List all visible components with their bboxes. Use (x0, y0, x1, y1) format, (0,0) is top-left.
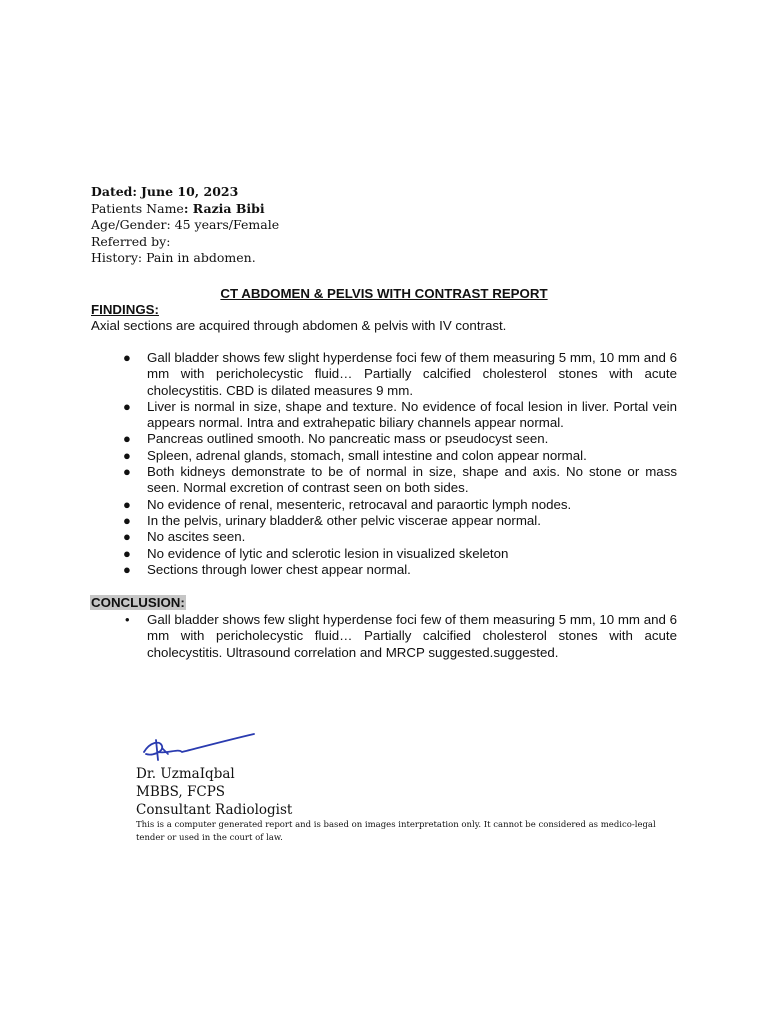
bullet-icon: ● (123, 545, 131, 561)
designation: Consultant Radiologist (136, 802, 293, 818)
bullet-icon: ● (123, 496, 131, 512)
dated-line (91, 184, 491, 201)
finding-text: Liver is normal in size, shape and texture. No evidence of focal lesion in liver. Portal vein appears normal. Intra and extrahepatic biliary channels appear normal. (147, 398, 677, 431)
bullet-icon: • (125, 612, 130, 627)
finding-item (91, 546, 677, 562)
findings-list (91, 350, 677, 578)
finding-item (91, 529, 677, 545)
age-gender: Age/Gender: 45 years/Female (91, 217, 280, 233)
doctor-name: Dr. UzmaIqbal (136, 766, 235, 782)
finding-text: No evidence of lytic and sclerotic lesion in visualized skeleton (147, 545, 509, 561)
history: History: Pain in abdomen. (91, 250, 256, 266)
patient-name-label: Patients Name (91, 200, 184, 216)
patient-name-value: : Razia Bibi (183, 200, 265, 216)
finding-item (91, 464, 677, 497)
finding-item (91, 562, 677, 578)
bullet-icon: ● (123, 464, 131, 480)
finding-text: Spleen, adrenal glands, stomach, small intestine and colon appear normal. (147, 447, 587, 463)
finding-text: Gall bladder shows few slight hyperdense foci few of them measuring 5 mm, 10 mm and 6 mm with pericholecystic fluid… Partially calcified cholesterol stones with acute cholecystitis. CBD is dilated measures 9 mm. (147, 350, 677, 398)
bullet-icon: ● (123, 529, 131, 545)
conclusion-item (91, 612, 677, 661)
dated-label: Dated: (91, 184, 138, 199)
bullet-icon: ● (123, 561, 131, 577)
finding-item (91, 513, 677, 529)
disclaimer: This is a computer generated report and is based on images interpretation only. It cannot be considered as medico-legal tender or used in the court of law. (136, 820, 656, 843)
signoff-block (136, 765, 292, 819)
finding-item (91, 399, 677, 432)
signature-icon (138, 730, 258, 766)
conclusion-list (91, 612, 677, 661)
bullet-icon: ● (123, 447, 131, 463)
finding-text: Both kidneys demonstrate to be of normal in size, shape and axis. No stone or mass seen. Normal excretion of contrast seen on both sides. (147, 464, 677, 496)
finding-item (91, 431, 677, 447)
finding-text: Pancreas outlined smooth. No pancreatic mass or pseudocyst seen. (147, 431, 549, 447)
qualifications: MBBS, FCPS (136, 784, 226, 800)
findings-intro: Axial sections are acquired through abdomen & pelvis with IV contrast. (91, 318, 507, 333)
finding-text: No evidence of renal, mesenteric, retrocaval and paraortic lymph nodes. (147, 496, 572, 512)
patient-info (91, 184, 491, 267)
patient-name-line (91, 201, 491, 218)
findings-heading: FINDINGS: (91, 302, 159, 317)
dated-value: June 10, 2023 (141, 184, 239, 199)
conclusion-text: Gall bladder shows few slight hyperdense foci few of them measuring 5 mm, 10 mm and 6 mm with pericholecystic fluid… Partially calcified cholesterol stones with acute cholecystitis. Ultrasound correlation and MRCP suggested.suggested. (147, 612, 677, 660)
finding-text: No ascites seen. (147, 529, 246, 545)
report-title: CT ABDOMEN & PELVIS WITH CONTRAST REPORT (220, 286, 548, 301)
finding-text: In the pelvis, urinary bladder& other pelvic viscerae appear normal. (147, 512, 541, 528)
bullet-icon: ● (123, 350, 131, 365)
bullet-icon: ● (123, 512, 131, 528)
finding-item (91, 497, 677, 513)
finding-text: Sections through lower chest appear normal. (147, 561, 411, 577)
bullet-icon: ● (123, 431, 131, 447)
bullet-icon: ● (123, 398, 131, 414)
conclusion-heading: CONCLUSION: (91, 595, 185, 610)
finding-item (91, 448, 677, 464)
referred-by: Referred by: (91, 233, 171, 249)
finding-item (91, 350, 677, 399)
